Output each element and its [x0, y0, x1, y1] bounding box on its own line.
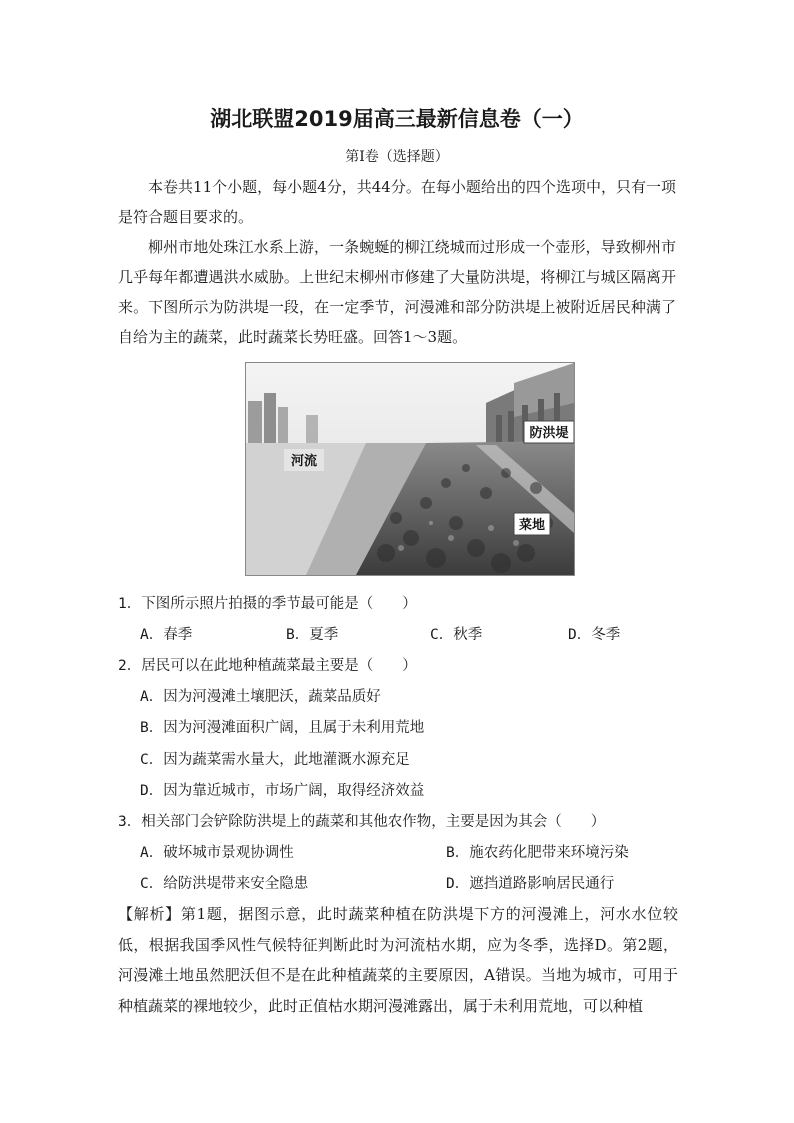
- question-3-option-d[interactable]: D．遮挡道路影响居民通行: [446, 876, 615, 892]
- question-1-option-a[interactable]: A．春季: [140, 627, 193, 643]
- question-2-option-d[interactable]: D．因为靠近城市，市场广阔，取得经济效益: [140, 783, 425, 799]
- analysis-text: 第1题，据图示意，此时蔬菜种植在防洪堤下方的河漫滩上，河水水位较低，根据我国季风性气候特征判断此时为河流枯水期，应为冬季，选择D。第2题，河漫滩土地虽然肥沃但不是在此种植蔬菜的主要原因，A错误。当地为城市，可用于种植蔬菜的裸地较少，此时正值枯水期河漫滩露出，属于未利用荒地，可以种植: [118, 905, 678, 1015]
- question-3-option-a[interactable]: A．破坏城市景观协调性: [140, 845, 294, 861]
- question-1-option-c[interactable]: C．秋季: [430, 627, 483, 643]
- question-2-stem: 2．居民可以在此地种植蔬菜最主要是（ ）: [118, 658, 417, 674]
- question-1-option-b[interactable]: B．夏季: [286, 627, 339, 643]
- photo-label-field: 菜地: [518, 518, 546, 533]
- section-heading: 第Ⅰ卷（选择题）: [345, 149, 449, 165]
- page-title: 湖北联盟2019届高三最新信息卷（一）: [210, 107, 584, 131]
- question-2-option-c[interactable]: C．因为蔬菜需水量大，此地灌溉水源充足: [140, 752, 410, 768]
- question-2-option-a[interactable]: A．因为河漫滩土壤肥沃，蔬菜品质好: [140, 689, 381, 705]
- photo-label-levee: 防洪堤: [529, 426, 569, 441]
- question-3-option-b[interactable]: B．施农药化肥带来环境污染: [446, 845, 629, 861]
- analysis-label: 【解析】: [118, 905, 181, 923]
- analysis-paragraph: [118, 899, 678, 1021]
- question-2-option-b[interactable]: B．因为河漫滩面积广阔，且属于未利用荒地: [140, 720, 425, 736]
- question-3-stem: 3．相关部门会铲除防洪堤上的蔬菜和其他农作物，主要是因为其会（ ）: [118, 814, 606, 830]
- intro-paragraph: 本卷共11个小题，每小题4分，共44分。在每小题给出的四个选项中，只有一项是符合题目要求的。: [118, 178, 676, 226]
- question-1-stem: 1．下图所示照片拍摄的季节最可能是（ ）: [118, 596, 417, 612]
- question-1-option-d[interactable]: D．冬季: [568, 627, 621, 643]
- levee-photo-image: [246, 363, 574, 575]
- passage-paragraph: 柳州市地处珠江水系上游，一条蜿蜒的柳江绕城而过形成一个壶形，导致柳州市几乎每年都遭遇洪水威胁。上世纪末柳州市修建了大量防洪堤，将柳江与城区隔离开来。下图所示为防洪堤一段，在一定季节，河漫滩和部分防洪堤上被附近居民种满了自给为主的蔬菜，此时蔬菜长势旺盛。回答1～3题。: [118, 238, 676, 346]
- photo-label-river: 河流: [290, 454, 318, 469]
- question-3-option-c[interactable]: C．给防洪堤带来安全隐患: [140, 876, 309, 892]
- levee-photo: [245, 362, 575, 576]
